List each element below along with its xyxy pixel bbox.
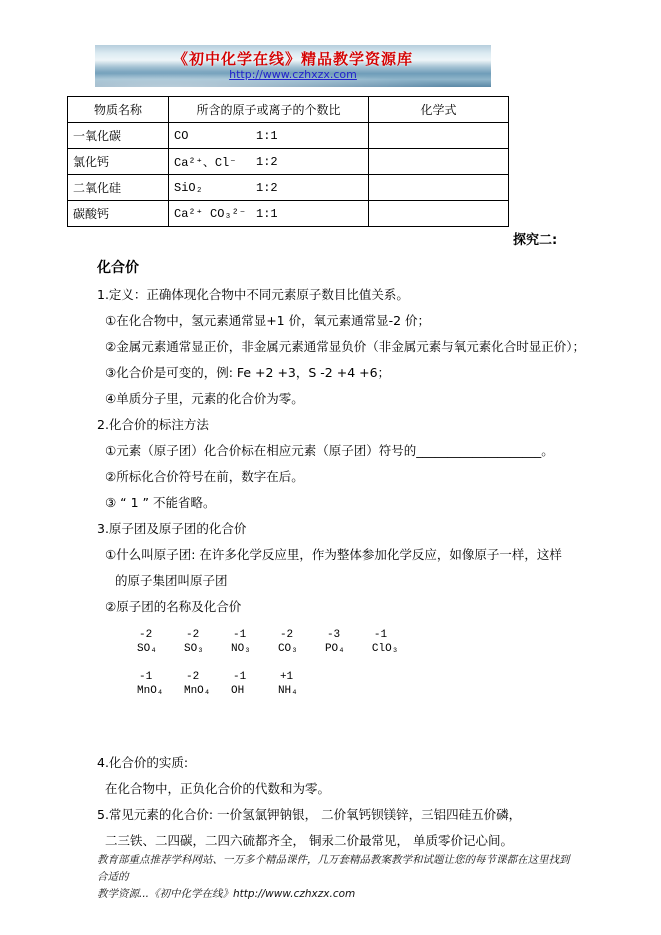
ion-nitrate (231, 628, 274, 656)
ion-composition: SiO₂ (174, 180, 203, 195)
ion-manganate (184, 670, 227, 698)
ion-permanganate (137, 670, 180, 698)
ion-formula: MnO₄ (137, 685, 164, 697)
ion-charge: -1 (232, 629, 247, 641)
ratio-value: 1:1 (256, 128, 278, 143)
ion-charge: -2 (185, 629, 200, 641)
ion-formula: OH (230, 685, 245, 697)
radical-title: 3.原子团及原子团的化合价 (97, 521, 247, 536)
cell-ratio (169, 175, 369, 201)
ion-valence-row-1 (97, 628, 637, 656)
footer-line-2: 教学资源...《初中化学在线》http://www.czhxzx.com (97, 888, 356, 900)
ion-carbonate (278, 628, 321, 656)
ion-formula: NO₃ (230, 643, 251, 655)
essence-item: 在化合物中，正负化合价的代数和为零。 (105, 781, 331, 796)
definition-title: 1.定义：正确体现化合物中不同元素原子数目比值关系。 (97, 287, 409, 302)
ratio-value: 1:2 (256, 180, 278, 195)
col-header-substance-name: 物质名称 (68, 97, 169, 123)
cell-ratio (169, 149, 369, 175)
table-row (68, 201, 509, 227)
table-row (68, 123, 509, 149)
ion-charge: -2 (185, 671, 200, 683)
main-content (97, 255, 637, 854)
common-valence-line-2: 二三铁、二四碳，二四六硫都齐全， 铜汞二价最常见， 单质零价记心间。 (105, 833, 513, 848)
cell-ratio (169, 123, 369, 149)
ion-charge: -1 (139, 671, 153, 683)
ion-valence-row-2 (97, 670, 637, 698)
explore-two-label: 探究二: (513, 233, 558, 248)
ion-formula: SO₃ (183, 643, 204, 655)
ion-charge: -1 (232, 671, 247, 683)
ion-charge: -2 (139, 629, 153, 641)
ratio-value: 1:1 (256, 206, 278, 221)
page-footer (97, 852, 577, 903)
ion-hydroxide (231, 670, 274, 698)
cell-substance-name: 一氧化碳 (68, 123, 169, 149)
footer-line-1: 教育部重点推荐学科网站、一万多个精品课件，几万套精品教案教学和试题让您的每节课都在这里找到合适的 (97, 854, 570, 883)
notation-title: 2.化合价的标注方法 (97, 417, 209, 432)
table-header-row (68, 97, 509, 123)
col-header-atom-ion-ratio: 所含的原子或离子的个数比 (169, 97, 369, 123)
banner-url-link[interactable]: http://www.czhxzx.com (229, 68, 357, 81)
notation-item-3: ③ “ 1 ” 不能省略。 (105, 495, 216, 510)
ion-formula: PO₄ (324, 643, 345, 655)
ratio-value: 1:2 (256, 154, 278, 169)
ion-sulfite (184, 628, 227, 656)
substance-table (67, 96, 509, 227)
table-row (68, 175, 509, 201)
ion-charge: +1 (279, 671, 294, 683)
cell-chemical-formula-blank (369, 123, 509, 149)
ion-composition: Ca²⁺ CO₃²⁻ (174, 207, 247, 221)
radical-item-1-line-1: ①什么叫原子团: 在许多化学反应里，作为整体参加化学反应，如像原子一样，这样 (105, 547, 562, 562)
common-valence-title: 5.常见元素的化合价: 一价氢氯钾钠银， 二价氧钙钡镁锌，三铝四硅五价磷， (97, 807, 522, 822)
definition-item-1: ①在化合物中，氢元素通常显+1 价，氧元素通常显-2 价； (105, 313, 431, 328)
cell-substance-name: 氯化钙 (68, 149, 169, 175)
ion-formula: SO₄ (137, 643, 157, 655)
cell-chemical-formula-blank (369, 149, 509, 175)
definition-item-4: ④单质分子里，元素的化合价为零。 (105, 391, 304, 406)
definition-item-2: ②金属元素通常显正价，非金属元素通常显负价（非金属元素与氧元素化合时显正价）； (105, 339, 585, 354)
notation-item-2: ②所标化合价符号在前，数字在后。 (105, 469, 304, 484)
cell-substance-name: 二氧化硅 (68, 175, 169, 201)
ion-charge: -2 (279, 629, 294, 641)
notation-item-1: ①元素（原子团）化合价标在相应元素（原子团）符号的____________________。 (105, 443, 554, 458)
ion-formula: CO₃ (277, 643, 298, 655)
essence-title: 4.化合价的实质: (97, 755, 189, 770)
definition-item-3: ③化合价是可变的，例: Fe +2 +3，S -2 +4 +6； (105, 365, 391, 380)
ion-phosphate (325, 628, 368, 656)
ion-charge: -3 (326, 629, 341, 641)
ion-formula: NH₄ (277, 685, 298, 697)
table-row (68, 149, 509, 175)
cell-substance-name: 碳酸钙 (68, 201, 169, 227)
ion-chlorate (372, 628, 415, 656)
banner-title: 《初中化学在线》精品教学资源库 (172, 50, 413, 68)
ion-composition: CO (174, 128, 189, 143)
ion-charge: -1 (373, 629, 388, 641)
ion-formula: MnO₄ (183, 685, 211, 697)
site-banner (95, 45, 491, 87)
col-header-chemical-formula: 化学式 (369, 97, 509, 123)
radical-item-2: ②原子团的名称及化合价 (105, 599, 242, 614)
ion-formula: ClO₃ (371, 643, 399, 655)
section-heading-valence: 化合价 (97, 260, 139, 276)
cell-chemical-formula-blank (369, 175, 509, 201)
cell-chemical-formula-blank (369, 201, 509, 227)
cell-ratio (169, 201, 369, 227)
radical-item-1-line-2: 的原子集团叫原子团 (115, 573, 228, 588)
ion-sulfate (137, 628, 180, 656)
ion-ammonium (278, 670, 321, 698)
ion-composition: Ca²⁺、Cl⁻ (174, 156, 237, 170)
